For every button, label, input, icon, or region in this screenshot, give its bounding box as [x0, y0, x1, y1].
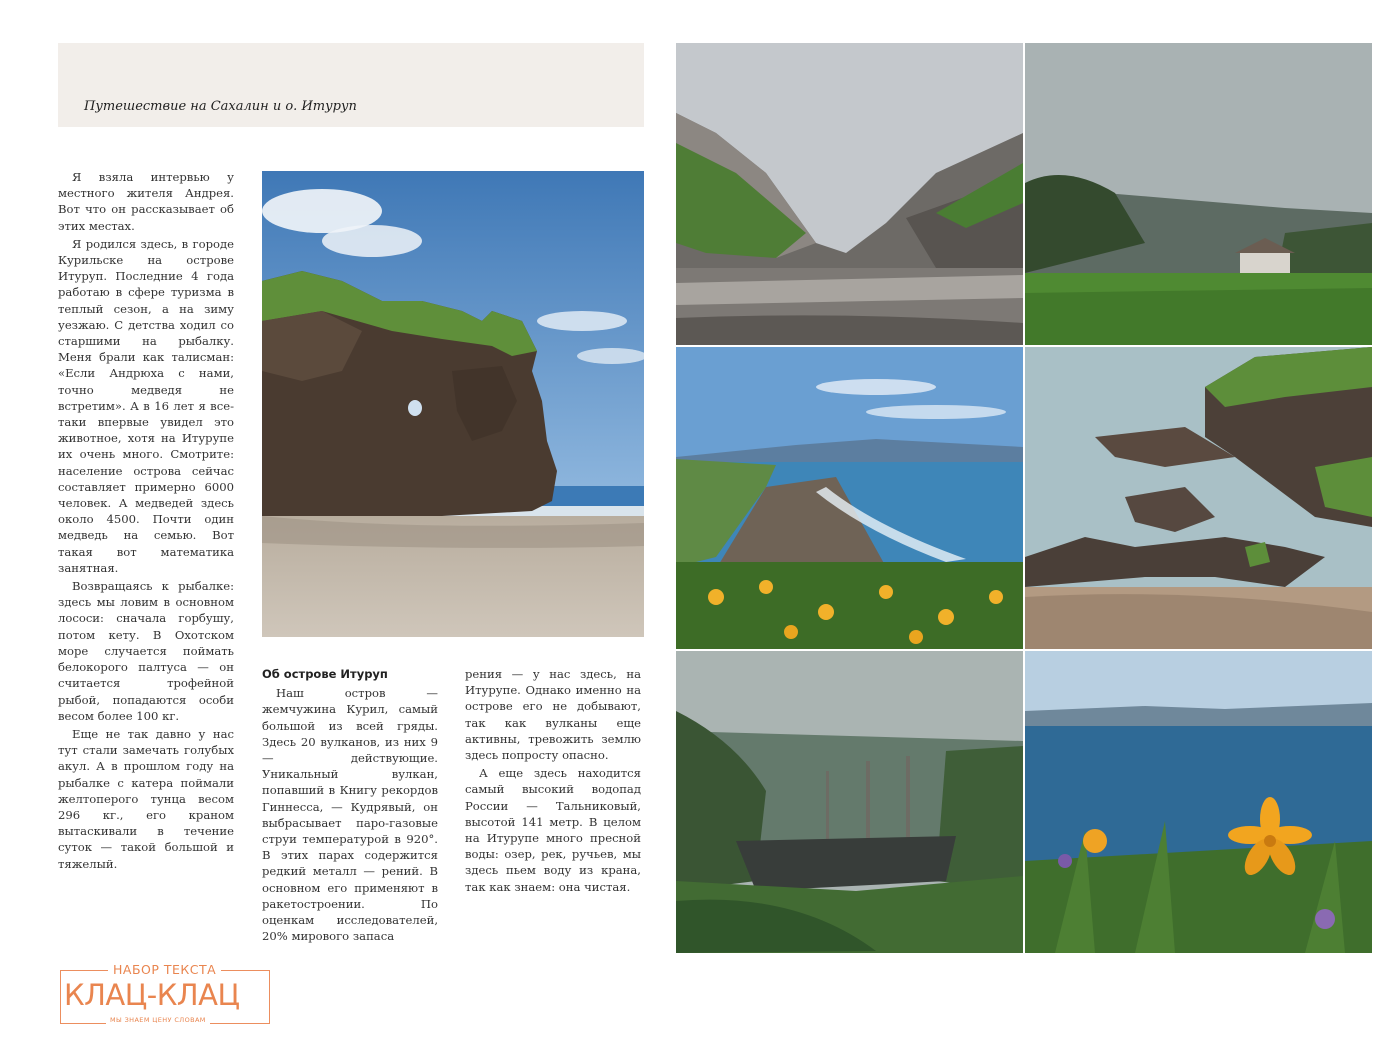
paragraph: Еще не так давно у нас тут стали замечать голубых акул. А в прошлом году на рыбалке с катера поймали желтоперого тунца весом 296 кг., его краном вытаскивали в течение суток — такой большой и тяжелый.	[58, 726, 234, 871]
photo-meadow-house	[1025, 43, 1372, 345]
photo-foggy-lake	[676, 651, 1023, 953]
photo-canyon	[676, 43, 1023, 345]
paragraph: Возвращаясь к рыбалке: здесь мы ловим в основном лососи: сначала горбушу, потом кету. В Охотском море случается поймать белокорого палтуса — он считается трофейной рыбой, попадаются особи весом более 100 кг.	[58, 579, 234, 723]
article-right-column	[465, 666, 641, 897]
paragraph: Я родился здесь, в городе Курильске на острове Итуруп. Последние 4 года работаю в сфере туризма в теплый сезон, а на зиму уезжаю. С детства ходил со старшими на рыбалку. Меня брали как талисман: «Если Андрюха с нами, точно медведя не встретим». А в 16 лет я все-таки впервые увидел это животное, хотя на Итурупе их очень много. Смотрите: население острова сейчас составляет примерно 6000 человек. А медведей здесь около 4500. Почти один медведь на семью. Вот такая вот математика занятная.	[58, 236, 234, 575]
publisher-logo	[58, 962, 272, 1026]
article-mid-column	[262, 666, 438, 946]
page-title: Путешествие на Сахалин и о. Итуруп	[84, 99, 357, 114]
logo-main-text: КЛАЦ-КЛАЦ	[64, 978, 240, 1012]
section-heading: Об острове Итуруп	[262, 667, 388, 681]
photo-grid	[676, 43, 1372, 953]
paragraph: Наш остров — жемчужина Курил, самый большой из всей гряды. Здесь 20 вулканов, из них 9 — действующие. Уникальный вулкан, попавший в Книгу рекордов Гиннесса, — Кудрявый, он выбрасывает паро-газовые струи температурой в 920°. В этих парах содержится редкий металл — рений. В основном его применяют в ракетостроении. По оценкам исследователей, 20% мирового запаса	[262, 686, 438, 944]
paragraph: рения — у нас здесь, на Итурупе. Однако именно на острове его не добывают, так как вулканы еще активны, тревожить землю здесь попросту опасно.	[465, 667, 641, 763]
logo-tagline: МЫ ЗНАЕМ ЦЕНУ СЛОВАМ	[106, 1016, 210, 1024]
paragraph: Я взяла интервью у местного жителя Андрея. Вот что он рассказывает об этих местах.	[58, 170, 234, 233]
photo-lily-sea	[1025, 651, 1372, 953]
photo-rocky-shore	[1025, 347, 1372, 649]
main-photo-rock-arch	[262, 171, 644, 637]
article-left-column	[58, 169, 234, 874]
paragraph: А еще здесь находится самый высокий водопад России — Тальниковый, высотой 141 метр. В целом на Итурупе много пресной воды: озер, рек, ручьев, мы здесь пьем воду из крана, так как знаем: она чистая.	[465, 766, 641, 894]
photo-bay-lilies	[676, 347, 1023, 649]
header-band	[58, 43, 644, 127]
logo-top-text: НАБОР ТЕКСТА	[108, 962, 221, 977]
